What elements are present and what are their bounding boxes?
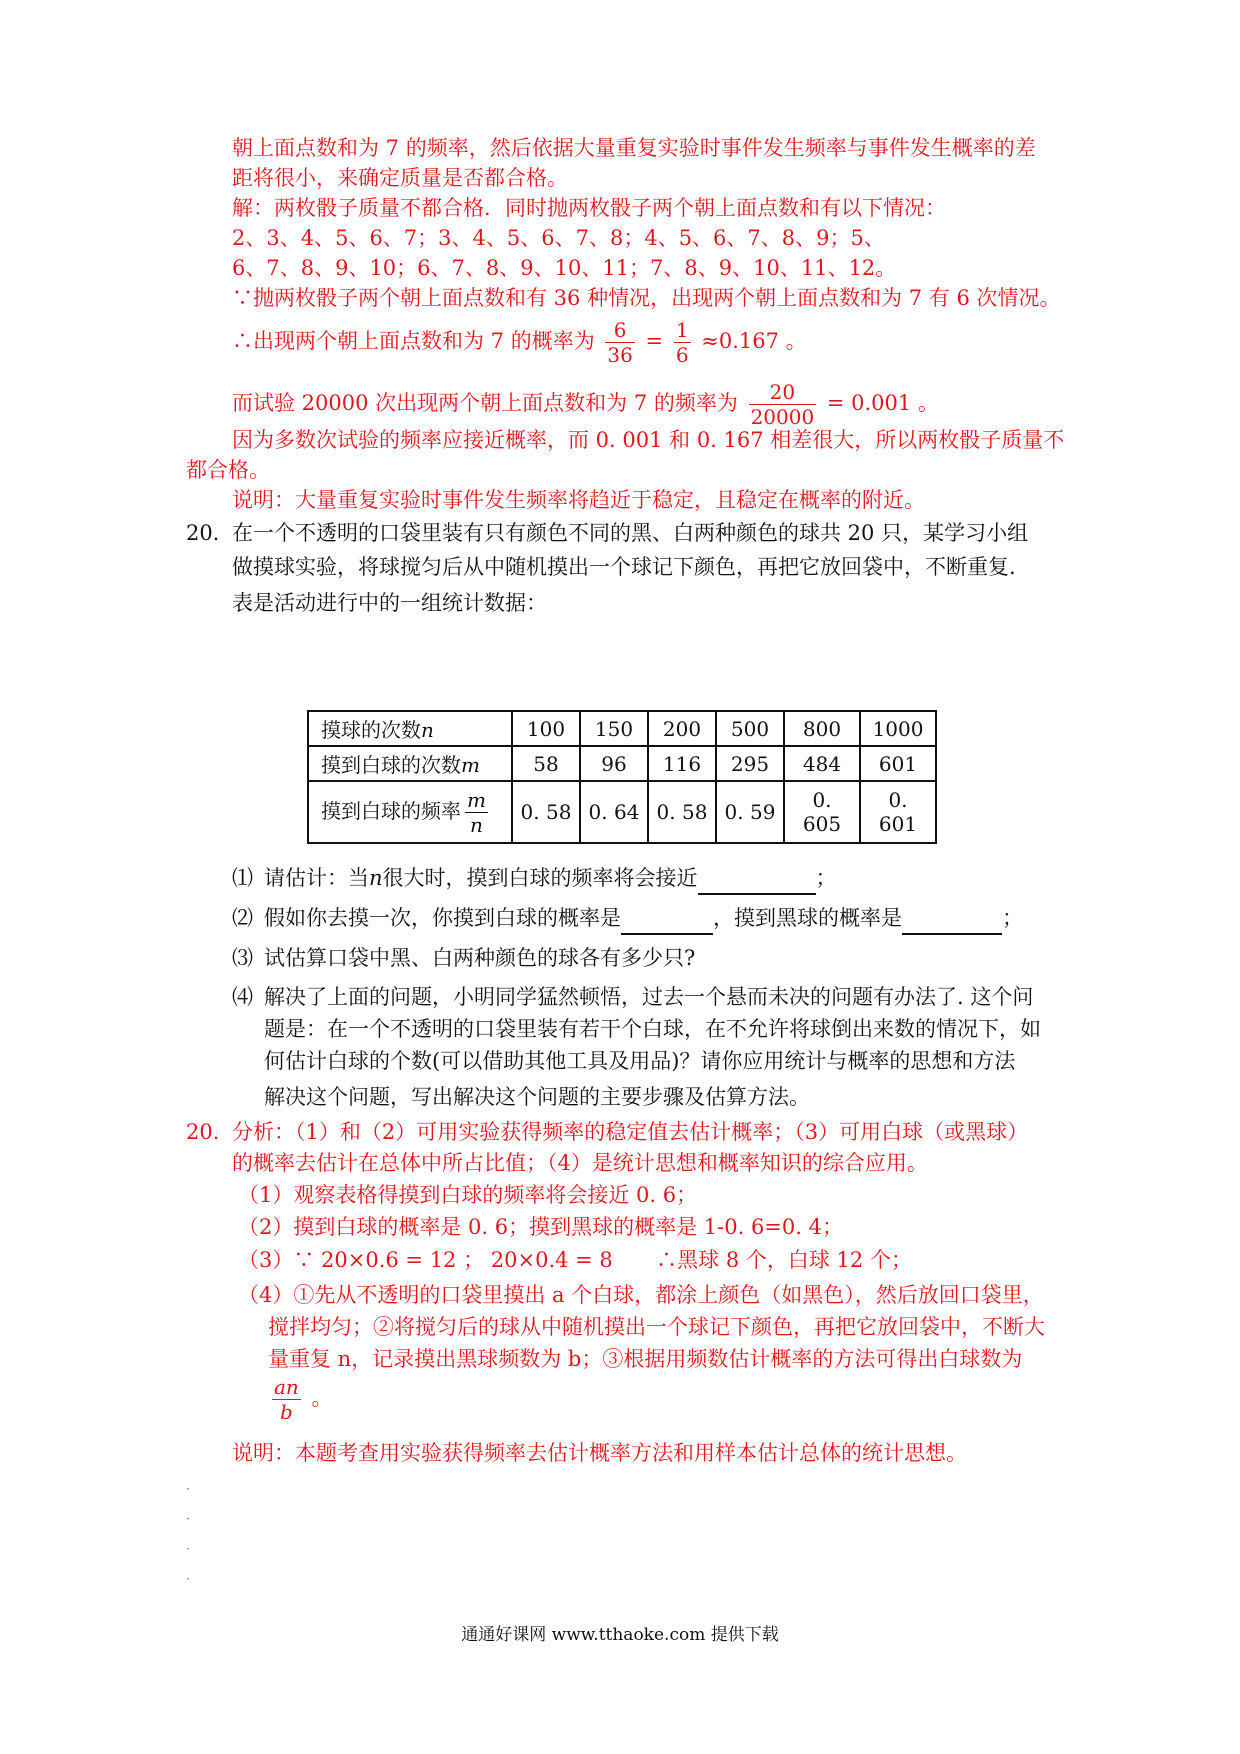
fraction-denominator: 36	[607, 343, 633, 367]
sub-question-1-text-continued: 很大时，摸到白球的频率将会接近	[382, 866, 698, 890]
answer-20-step-2: （2）摸到白球的概率是 0. 6；摸到黑球的概率是 1-0. 6=0. 4；	[238, 1215, 843, 1239]
fraction-m-n	[465, 788, 488, 837]
sub-question-1-number: ⑴	[232, 866, 253, 890]
table-cell: 150	[580, 711, 648, 746]
answer-19-line-5: 6、7、8、9、10；6、7、8、9、10、11；7、8、9、10、11、12。	[232, 256, 897, 280]
margin-dot: ·	[186, 1572, 190, 1586]
fraction-numerator: 20	[749, 380, 817, 405]
sub-question-3-number: ⑶	[232, 946, 253, 970]
answer-19-probability-suffix: ≈0.167 。	[701, 329, 807, 353]
fraction-an-b	[272, 1375, 301, 1424]
variable-n: n	[421, 718, 434, 742]
row-label: 摸到白球的次数	[321, 753, 461, 777]
question-20-number: 20．	[186, 521, 234, 545]
fraction-20-20000	[749, 380, 817, 429]
answer-19-line-3: 解：两枚骰子质量不都合格．同时抛两枚骰子两个朝上面点数和有以下情况：	[232, 196, 946, 220]
answer-19-line-1: 朝上面点数和为 7 的频率，然后依据大量重复实验时事件发生频率与事件发生概率的差	[232, 136, 1036, 160]
fraction-numerator: an	[274, 1375, 299, 1399]
answer-20-analysis-2: 的概率去估计在总体中所占比值；（4）是统计思想和概率知识的综合应用。	[232, 1151, 928, 1175]
answer-19-line-10: 都合格。	[186, 458, 270, 482]
answer-20-step-4-line-3: 量重复 n，记录摸出黑球频数为 b；③根据用频数估计概率的方法可得出白球数为	[268, 1347, 1023, 1371]
table-cell: 1000	[860, 711, 936, 746]
sub-question-1-text: 请估计：当	[264, 866, 369, 890]
sub-question-2-text: 假如你去摸一次，你摸到白球的概率是	[264, 906, 621, 930]
answer-20-step-3-result: ∴黑球 8 个，白球 12 个；	[656, 1248, 912, 1272]
answer-20-step-1: （1）观察表格得摸到白球的频率将会接近 0. 6；	[238, 1183, 698, 1207]
fraction-denominator: 20000	[750, 405, 815, 429]
table-cell: 295	[716, 746, 784, 781]
margin-dot: ·	[186, 1482, 190, 1496]
answer-19-frequency-line	[232, 380, 1062, 429]
table-row-draws	[308, 711, 936, 746]
answer-20-step-4-line-1: （4）①先从不透明的口袋里摸出 a 个白球，都涂上颜色（如黑色），然后放回口袋里，	[238, 1283, 1044, 1307]
sub-question-3: 试估算口袋中黑、白两种颜色的球各有多少只?	[264, 946, 696, 970]
table-header-white-count	[308, 746, 512, 781]
table-cell: 500	[716, 711, 784, 746]
table-cell: 0. 58	[512, 781, 580, 843]
table-cell: 200	[648, 711, 716, 746]
answer-20-step-4-line-2: 搅拌均匀；②将搅匀后的球从中随机摸出一个球记下颜色，再把它放回袋中，不断大	[268, 1315, 1045, 1339]
fraction-numerator: 1	[675, 318, 689, 342]
row-label: 摸球的次数	[321, 718, 421, 742]
margin-dot: ·	[186, 1512, 190, 1526]
table-cell: 116	[648, 746, 716, 781]
answer-20-number: 20．	[186, 1120, 234, 1144]
table-cell: 484	[784, 746, 860, 781]
sub-question-1	[264, 863, 1094, 895]
sub-question-2-text-continued: ，摸到黑球的概率是	[713, 906, 902, 930]
fraction-denominator: b	[280, 1400, 293, 1424]
sub-question-4-line-1: 解决了上面的问题，小明同学猛然顿悟，过去一个悬而未决的问题有办法了. 这个问	[264, 985, 1034, 1009]
answer-19-note: 说明：大量重复实验时事件发生频率将趋近于稳定，且稳定在概率的附近。	[232, 488, 925, 512]
answer-20-note: 说明：本题考查用实验获得频率去估计概率方法和用样本估计总体的统计思想。	[232, 1441, 967, 1465]
answer-19-frequency-suffix: = 0.001 。	[826, 391, 939, 415]
sub-question-4-number: ⑷	[232, 985, 253, 1009]
fraction-6-36	[605, 318, 634, 367]
answer-20-step-4-formula	[268, 1375, 1098, 1424]
sub-question-4-line-4: 解决这个问题，写出解决这个问题的主要步骤及估算方法。	[264, 1085, 810, 1109]
sub-question-1-end: ；	[815, 866, 837, 890]
formula-suffix: 。	[311, 1386, 333, 1410]
fraction-1-6	[674, 318, 691, 367]
table-cell: 800	[784, 711, 860, 746]
fraction-numerator: m	[467, 787, 486, 812]
table-cell: 0. 601	[860, 781, 936, 843]
answer-19-line-2: 距将很小，来确定质量是否都合格。	[232, 166, 568, 190]
sub-question-2-number: ⑵	[232, 906, 253, 930]
table-row-white-count	[308, 746, 936, 781]
fraction-numerator: 6	[605, 318, 634, 343]
equals-sign: =	[645, 329, 664, 353]
table-cell: 96	[580, 746, 648, 781]
table-cell: 0. 64	[580, 781, 648, 843]
fraction-denominator: n	[470, 812, 483, 837]
row-label: 摸到白球的频率	[321, 798, 461, 823]
sub-question-2	[264, 903, 1094, 935]
answer-blank-1[interactable]	[698, 863, 816, 895]
variable-m: m	[461, 753, 480, 777]
table-cell: 601	[860, 746, 936, 781]
table-cell: 100	[512, 711, 580, 746]
table-cell: 0. 605	[784, 781, 860, 843]
variable-n: n	[369, 866, 383, 890]
margin-dot: ·	[186, 1542, 190, 1556]
table-cell: 0. 59	[716, 781, 784, 843]
answer-19-probability-line	[232, 318, 1062, 367]
answer-blank-3[interactable]	[902, 903, 1002, 935]
question-20-stem-2: 做摸球实验，将球搅匀后从中随机摸出一个球记下颜色，再把它放回袋中，不断重复.	[232, 555, 1016, 579]
table-cell: 58	[512, 746, 580, 781]
sub-question-2-end: ；	[1002, 906, 1023, 930]
page-footer: 通通好课网 www.tthaoke.com 提供下载	[461, 1625, 779, 1645]
sub-question-4-line-2: 题是：在一个不透明的口袋里装有若干个白球，在不允许将球倒出来数的情况下，如	[264, 1017, 1041, 1041]
question-20-stem-1: 在一个不透明的口袋里装有只有颜色不同的黑、白两种颜色的球共 20 只，某学习小组	[232, 521, 1029, 545]
answer-20-analysis-1: 分析：（1）和（2）可用实验获得频率的稳定值去估计概率；（3）可用白球（或黑球）	[232, 1120, 1029, 1144]
answer-20-step-3	[238, 1245, 1068, 1275]
answer-19-probability-prefix: ∴出现两个朝上面点数和为 7 的概率为	[232, 329, 595, 353]
sub-question-4-line-3: 何估计白球的个数(可以借助其他工具及用品)？请你应用统计与概率的思想和方法	[264, 1049, 1016, 1073]
answer-19-frequency-prefix: 而试验 20000 次出现两个朝上面点数和为 7 的频率为	[232, 391, 738, 415]
table-cell: 0. 58	[648, 781, 716, 843]
answer-blank-2[interactable]	[621, 903, 713, 935]
answer-19-line-9: 因为多数次试验的频率应接近概率，而 0. 001 和 0. 167 相差很大，所以两枚骰子质量不	[232, 428, 1065, 452]
answer-19-line-6: ∵抛两枚骰子两个朝上面点数和有 36 种情况，出现两个朝上面点数和为 7 有 6 次情况。	[232, 286, 1061, 310]
answer-19-line-4: 2、3、4、5、6、7；3、4、5、6、7、8；4、5、6、7、8、9；5、	[232, 226, 885, 250]
answer-20-step-3-equations: （3）∵ 20×0.6 = 12 ； 20×0.4 = 8	[238, 1248, 613, 1272]
table-header-draws	[308, 711, 512, 746]
table-header-frequency	[308, 781, 512, 843]
statistics-table	[307, 710, 937, 844]
table-row-frequency	[308, 781, 936, 843]
question-20-stem-3: 表是活动进行中的一组统计数据：	[232, 591, 547, 615]
fraction-denominator: 6	[675, 343, 689, 367]
